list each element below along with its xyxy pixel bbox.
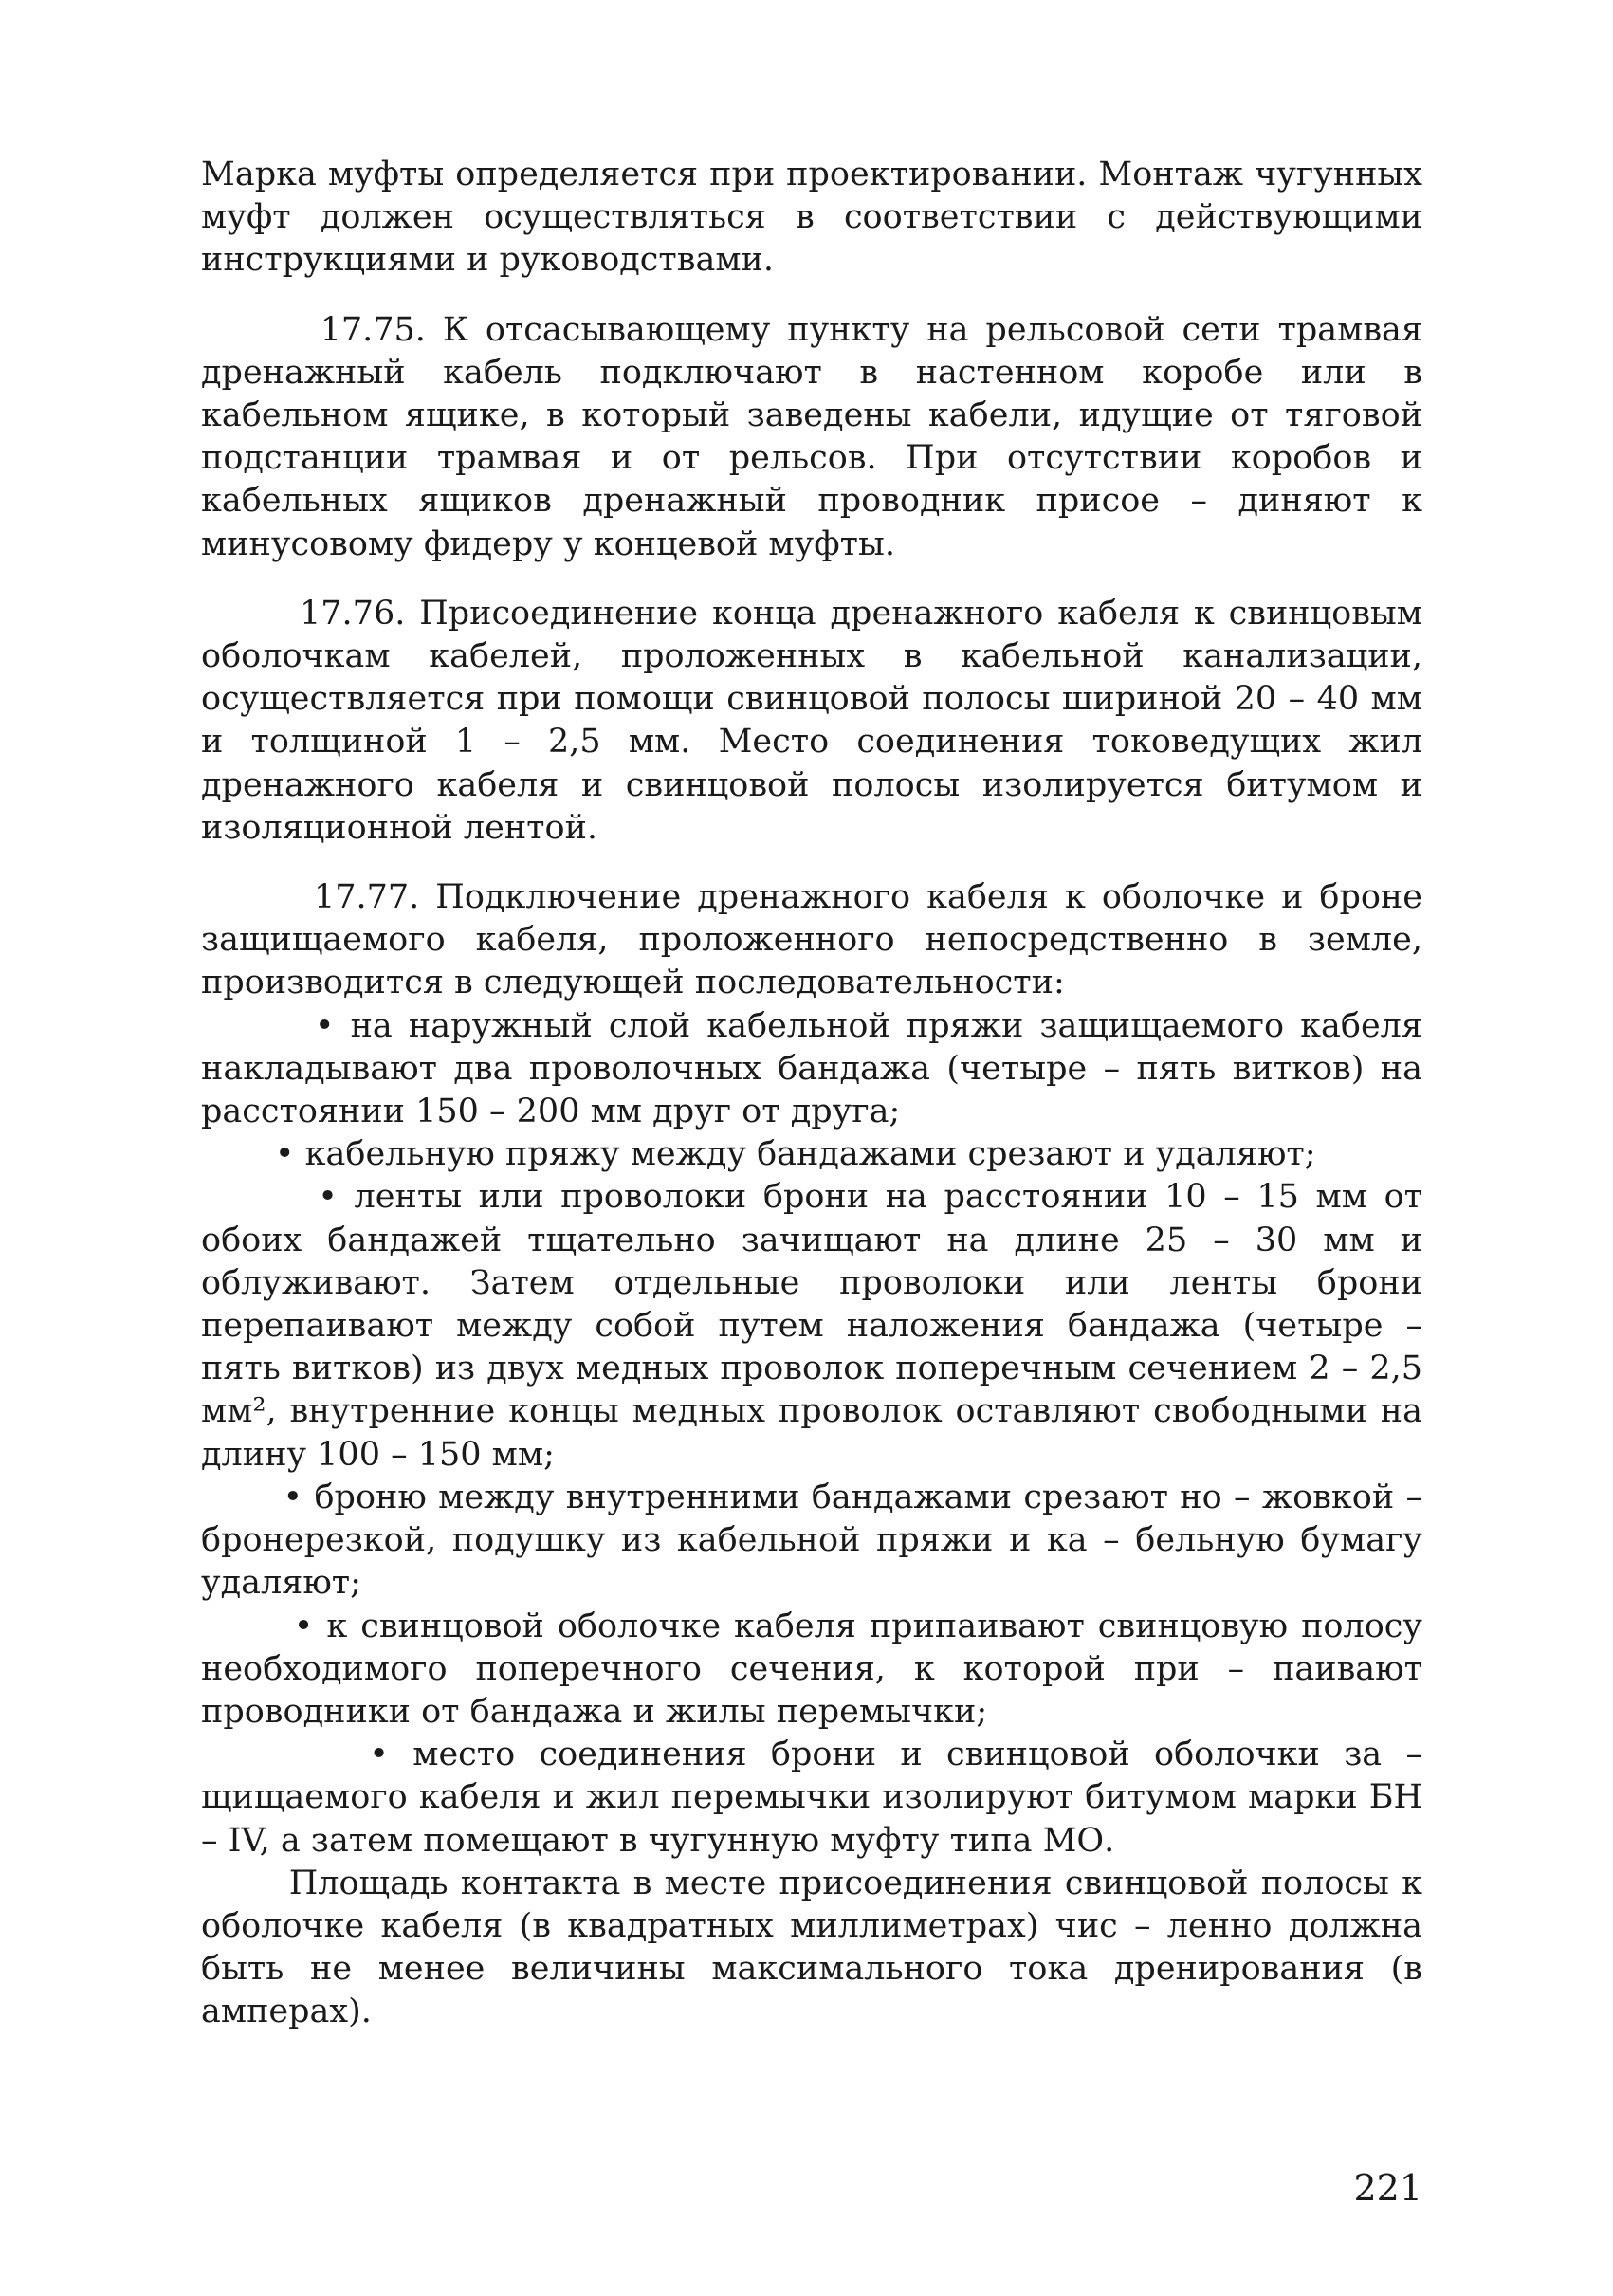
page-number: 221 xyxy=(1353,2167,1422,2209)
paragraph-17-77: 17.77. Подключение дренажного кабеля к оболочке и броне защищаемого кабеля, проложенного непосредственно в земле, производится в следующей последовательности: xyxy=(201,878,1422,1002)
paragraph-17-75: 17.75. К отсасывающему пункту на рельсовой сети трамвая дренажный кабель подключают в настенном коробе или в кабельном ящике, в который заведены кабели, идущие от тяговой подстанции трамвая и от рельсов. При отсутствии коробов и кабельных ящиков дренажный проводник присое – диняют к минусовому фидеру у концевой муфты. xyxy=(201,310,1422,563)
list-item: • броню между внутренними бандажами срезают но – жовкой – бронерезкой, подушку из кабельной пряжи и ка – бельную бумагу удаляют; xyxy=(201,1478,1422,1603)
list-item: • место соединения брони и свинцовой оболочки за – щищаемого кабеля и жил перемычки изолируют битумом марки БН – IV, а затем помещают в чугунную муфту типа МО. xyxy=(201,1736,1422,1860)
list-item: • на наружный слой кабельной пряжи защищаемого кабеля накладывают два проволочных бандажа (четыре – пять витков) на расстоянии 150 – 200 мм друг от друга; xyxy=(201,1006,1422,1131)
paragraph-17-76: 17.76. Присоединение конца дренажного кабеля к свинцовым оболочкам кабелей, проложенных в кабельной канализации, осуществляется при помощи свинцовой полосы шириной 20 – 40 мм и толщиной 1 – 2,5 мм. Место соединения токоведущих жил дренажного кабеля и свинцовой полосы изолируется битумом и изоляционной лентой. xyxy=(201,594,1422,847)
paragraph-intro: Марка муфты определяется при проектировании. Монтаж чугунных муфт должен осуществляться в соответствии с действующими инструкциями и руководствами. xyxy=(201,156,1422,280)
list-item: • кабельную пряжу между бандажами срезают и удаляют; xyxy=(201,1135,1316,1174)
list-item: • к свинцовой оболочке кабеля припаивают свинцовую полосу необходимого поперечного сечения, к которой при – паивают проводники от бандажа и жилы перемычки; xyxy=(201,1607,1422,1731)
body-text xyxy=(201,154,1422,2034)
paragraph-contact-area: Площадь контакта в месте присоединения свинцовой полосы к оболочке кабеля (в квадратных миллиметрах) чис – ленно должна быть не менее величины максимального тока дренирования (в амперах). xyxy=(201,1864,1422,2031)
list-item: • ленты или проволоки брони на расстоянии 10 – 15 мм от обоих бандажей тщательно зачищают на длине 25 – 30 мм и облуживают. Затем отдельные проволоки или ленты брони перепаивают между собой путем наложения бандажа (четыре – пять витков) из двух медных проволок поперечным сечением 2 – 2,5 мм², внутренние концы медных проволок оставляют свободными на длину 100 – 150 мм; xyxy=(201,1178,1422,1474)
